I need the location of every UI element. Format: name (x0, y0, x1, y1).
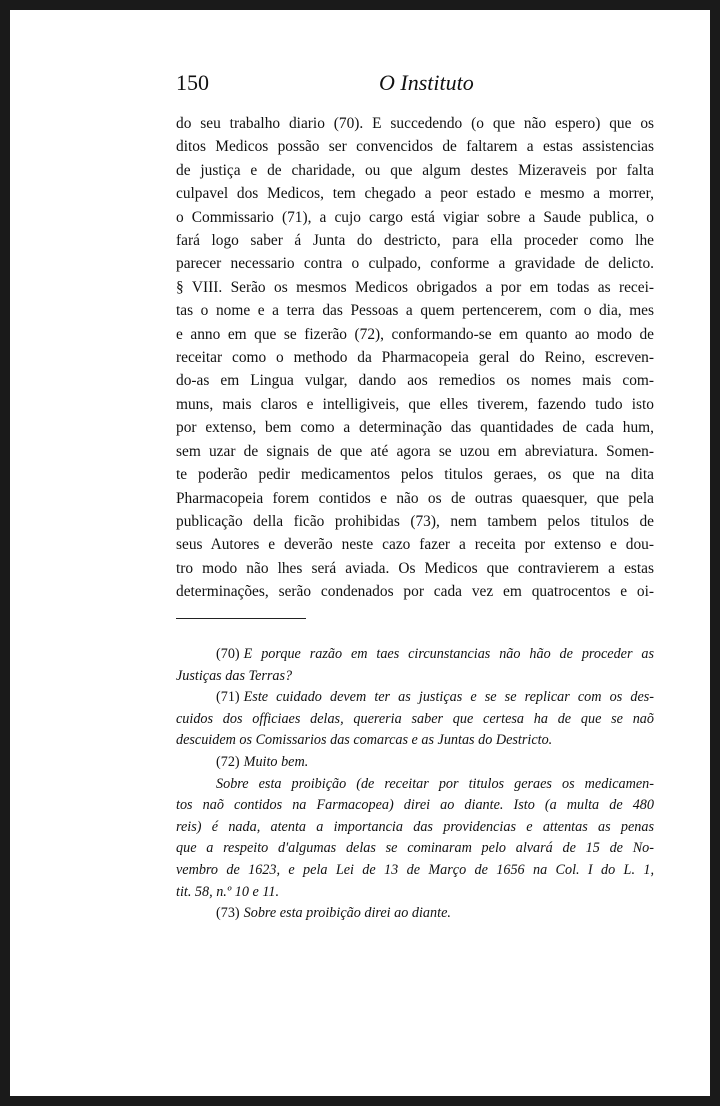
body-line: por extenso, bem como a determinação das quantidades de cada hum, (176, 419, 654, 437)
footnote-line: Justiças das Terras? (176, 667, 293, 684)
footnote-marker: (70) (216, 646, 240, 662)
body-line: tas o nome e a terra das Pessoas a quem pertencerem, com o dia, mes (176, 302, 654, 320)
page-number: 150 (176, 70, 209, 95)
footnote-line: descuidem os Comissarios das comarcas e as Juntas do Destricto. (176, 732, 553, 749)
footnote-71 (176, 687, 654, 752)
body-line: Pharmacopeia forem contidos e não os de outras quaesquer, que pela (176, 489, 654, 507)
footnote-70 (176, 644, 654, 687)
body-line: seus Autores e deverão neste cazo fazer a receita por extenso e dou- (176, 536, 654, 554)
footnote-line: tit. 58, n.º 10 e 11. (176, 883, 280, 900)
body-line: parecer necessario contra o culpado, conforme a gravidade de delicto. (176, 255, 654, 273)
footnote-line: tos naõ contidos na Farmacopea) direi ao diante. Isto (a multa de 480 (176, 797, 654, 814)
footnote-line: vembro de 1623, e pela Lei de 13 de Março de 1656 na Col. I do L. 1, (176, 861, 654, 878)
body-line: te poderão pedir medicamentos pelos titulos geraes, os que na dita (176, 466, 654, 484)
running-title: O Instituto (379, 70, 474, 95)
footnote-divider (176, 618, 306, 619)
footnote-marker: (71) (216, 689, 240, 706)
body-line: determinações, serão condenados por cada vez em quatrocentos e oi- (176, 583, 654, 601)
body-line: sem uzar de signais de que até agora se uzou em abreviatura. Somen- (176, 442, 654, 460)
footnote-line: Muito bem. (243, 753, 309, 770)
footnote-line: cuidos dos officiaes delas, quereria saber que certesa ha de que se naõ (176, 710, 654, 727)
footnotes (176, 644, 654, 925)
body-text (176, 112, 654, 604)
body-line: e anno em que se fizerão (72), conformando-se em quanto ao modo de (176, 325, 654, 343)
footnote-line: reis) é nada, atenta a importancia das providencias e attentas as penas (176, 818, 654, 835)
body-line: fará logo saber á Junta do destricto, para ella proceder como lhe (176, 232, 654, 250)
page-header (176, 70, 656, 104)
footnote-marker: (72) (216, 753, 240, 770)
footnote-72 (176, 752, 654, 774)
footnote-line: Sobre esta proibição direi ao diante. (243, 905, 451, 922)
body-line: publicação della ficão prohibidas (73), nem tambem pelos titulos de (176, 512, 654, 530)
footnote-line: Este cuidado devem ter as justiças e se se replicar com os des- (243, 689, 654, 706)
body-line: de justiça e de charidade, ou que algum destes Mizeraveis por falta (176, 161, 654, 179)
body-line: do-as em Lingua vulgar, dando aos remedios os nomes mais com- (176, 372, 654, 390)
footnote-marker: (73) (216, 905, 240, 922)
body-line: muns, mais claros e intelligiveis, que elles tiverem, fazendo tudo isto (176, 395, 654, 413)
body-line: do seu trabalho diario (70). E succedendo (o que não espero) que os (176, 115, 654, 132)
body-line: tro modo não lhes será aviada. Os Medicos que contravierem a estas (176, 559, 654, 577)
body-line: culpavel dos Medicos, tem chegado a peor estado e mesmo a morrer, (176, 185, 654, 203)
body-line: ditos Medicos possão ser convencidos de faltarem a estas assistencias (176, 138, 654, 156)
document-page (10, 10, 710, 1096)
footnote-72-continued (176, 774, 654, 904)
footnote-line: E porque razão em taes circunstancias não hão de proceder as (243, 646, 654, 662)
footnote-line: Sobre esta proibição (de receitar por titulos geraes os medicamen- (216, 775, 654, 792)
footnote-73 (176, 903, 654, 925)
body-line: o Commissario (71), a cujo cargo está vigiar sobre a Saude publica, o (176, 208, 654, 226)
footnote-line: que a respeito d'algumas delas se cominaram pelo alvará de 15 de No- (176, 840, 654, 857)
body-line: receitar como o methodo da Pharmacopeia geral do Reino, escreven- (176, 349, 654, 367)
body-line: § VIII. Serão os mesmos Medicos obrigados a por em todas as recei- (176, 278, 654, 296)
